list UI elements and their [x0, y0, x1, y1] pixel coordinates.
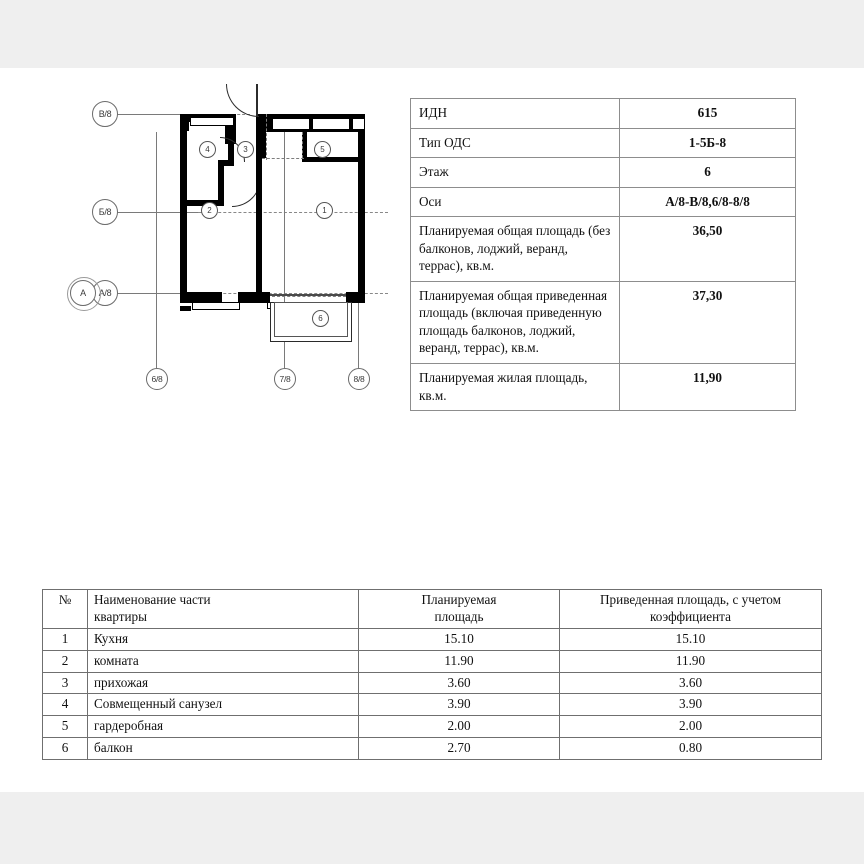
row-6-planned: 2.70 — [359, 738, 560, 760]
row-2-planned: 11.90 — [359, 650, 560, 672]
info-row-idn — [411, 99, 796, 129]
table-row — [43, 672, 822, 694]
room-marker-6-label: 6 — [318, 314, 323, 323]
header-reduced — [560, 590, 822, 629]
row-2-num: 2 — [43, 650, 88, 672]
wall-wardrobe-bottom — [302, 157, 360, 162]
room-marker-2 — [201, 202, 218, 219]
info-value-idn: 615 — [620, 99, 796, 129]
info-label-living-area: Планируемая жилая площадь, кв.м. — [411, 364, 620, 411]
row-6-num: 6 — [43, 738, 88, 760]
wardrobe-opening-dash-vert — [302, 132, 303, 158]
axis-label-v3: Б/8 — [98, 207, 112, 217]
info-row-ods-type — [411, 128, 796, 158]
header-reduced-line1: Приведенная площадь, с учетом — [600, 592, 781, 607]
header-num: № — [43, 590, 88, 629]
table-row — [43, 650, 822, 672]
axis-label-h3: 8/8 — [353, 374, 365, 384]
row-2-reduced: 11.90 — [560, 650, 822, 672]
room-marker-3-label: 3 — [243, 145, 248, 154]
header-planned-line2: площадь — [434, 608, 484, 624]
room-table-header-row — [43, 590, 822, 629]
header-planned-line1: Планируемая — [421, 592, 497, 607]
info-label-floor: Этаж — [411, 158, 620, 188]
axis-circle-v1-outer-ring — [67, 277, 101, 311]
info-value-total-area: 36,50 — [620, 217, 796, 282]
room-marker-5 — [314, 141, 331, 158]
info-row-total-area — [411, 217, 796, 282]
wall-entry-jamb-right — [256, 114, 266, 158]
table-row — [43, 694, 822, 716]
row-5-num: 5 — [43, 716, 88, 738]
room-marker-1 — [316, 202, 333, 219]
window-bottom-left — [192, 302, 240, 310]
row-5-name: гардеробная — [88, 716, 359, 738]
wall-exterior-bottom-mid — [238, 292, 270, 303]
room-breakdown-table — [42, 589, 822, 760]
info-label-axes: Оси — [411, 187, 620, 217]
axis-circle-v4 — [92, 101, 118, 127]
apartment-info-table — [410, 98, 796, 411]
axis-label-h1: 6/8 — [151, 374, 163, 384]
info-row-reduced-area — [411, 281, 796, 363]
wall-top-left-inner-nib — [180, 114, 189, 131]
wall-central-partition — [256, 158, 262, 296]
row-5-planned: 2.00 — [359, 716, 560, 738]
corridor-dash-vert — [266, 114, 267, 160]
row-1-num: 1 — [43, 628, 88, 650]
table-row — [43, 738, 822, 760]
axis-circle-h3 — [348, 368, 370, 390]
axis-label-h2: 7/8 — [279, 374, 291, 384]
room-marker-4 — [199, 141, 216, 158]
room-marker-6 — [312, 310, 329, 327]
info-value-axes: А/8-В/8,6/8-8/8 — [620, 187, 796, 217]
row-3-name: прихожая — [88, 672, 359, 694]
table-row — [43, 716, 822, 738]
window-top-right-c — [352, 118, 365, 130]
row-3-planned: 3.60 — [359, 672, 560, 694]
table-row — [43, 628, 822, 650]
info-label-ods-type: Тип ОДС — [411, 128, 620, 158]
axis-label-v1: А — [80, 288, 86, 298]
room-marker-1-label: 1 — [322, 206, 327, 215]
row-3-num: 3 — [43, 672, 88, 694]
header-reduced-line2: коэффициента — [650, 608, 731, 624]
axis-leader-h1 — [156, 132, 157, 368]
info-value-floor: 6 — [620, 158, 796, 188]
info-value-reduced-area: 37,30 — [620, 281, 796, 363]
row-6-name: балкон — [88, 738, 359, 760]
balcony-door-dash — [272, 296, 346, 297]
row-4-reduced: 3.90 — [560, 694, 822, 716]
room-marker-4-label: 4 — [205, 145, 210, 154]
window-top-right-a — [272, 118, 310, 130]
axis-circle-v3 — [92, 199, 118, 225]
axis-circle-h1 — [146, 368, 168, 390]
row-4-num: 4 — [43, 694, 88, 716]
row-2-name: комната — [88, 650, 359, 672]
info-label-idn: ИДН — [411, 99, 620, 129]
sill-bottom-left — [180, 306, 191, 311]
axis-circle-h2 — [274, 368, 296, 390]
info-label-total-area: Планируемая общая площадь (без балконов, лоджий, веранд, террас), кв.м. — [411, 217, 620, 282]
info-value-living-area: 11,90 — [620, 364, 796, 411]
room-marker-5-label: 5 — [320, 145, 325, 154]
room-marker-3 — [237, 141, 254, 158]
balcony-inner-outline — [274, 302, 348, 337]
axis-label-v4: В/8 — [98, 109, 112, 119]
info-value-ods-type: 1-5Б-8 — [620, 128, 796, 158]
floor-plan — [70, 96, 400, 436]
row-6-reduced: 0.80 — [560, 738, 822, 760]
room-marker-2-label: 2 — [207, 206, 212, 215]
row-1-planned: 15.10 — [359, 628, 560, 650]
row-3-reduced: 3.60 — [560, 672, 822, 694]
row-1-name: Кухня — [88, 628, 359, 650]
header-name-line2: квартиры — [94, 608, 148, 624]
wall-exterior-right — [358, 114, 365, 296]
header-name-line1: Наименование части — [94, 592, 211, 607]
info-row-floor — [411, 158, 796, 188]
row-4-planned: 3.90 — [359, 694, 560, 716]
info-row-axes — [411, 187, 796, 217]
row-5-reduced: 2.00 — [560, 716, 822, 738]
info-label-reduced-area: Планируемая общая приведенная площадь (включая приведенную площадь балконов, лоджий, веранд, террас), кв.м. — [411, 281, 620, 363]
door-entry-swing — [226, 84, 259, 117]
row-1-reduced: 15.10 — [560, 628, 822, 650]
document-sheet — [0, 68, 864, 792]
axis-leader-v3 — [112, 212, 204, 213]
wardrobe-opening-dash-horiz — [262, 158, 304, 159]
header-planned — [359, 590, 560, 629]
row-4-name: Совмещенный санузел — [88, 694, 359, 716]
info-row-living-area — [411, 364, 796, 411]
door-entry-leaf — [256, 84, 258, 116]
window-top-right-b — [312, 118, 350, 130]
header-name — [88, 590, 359, 629]
axis-label-v2: А/8 — [98, 288, 112, 298]
window-top-left — [190, 117, 234, 126]
